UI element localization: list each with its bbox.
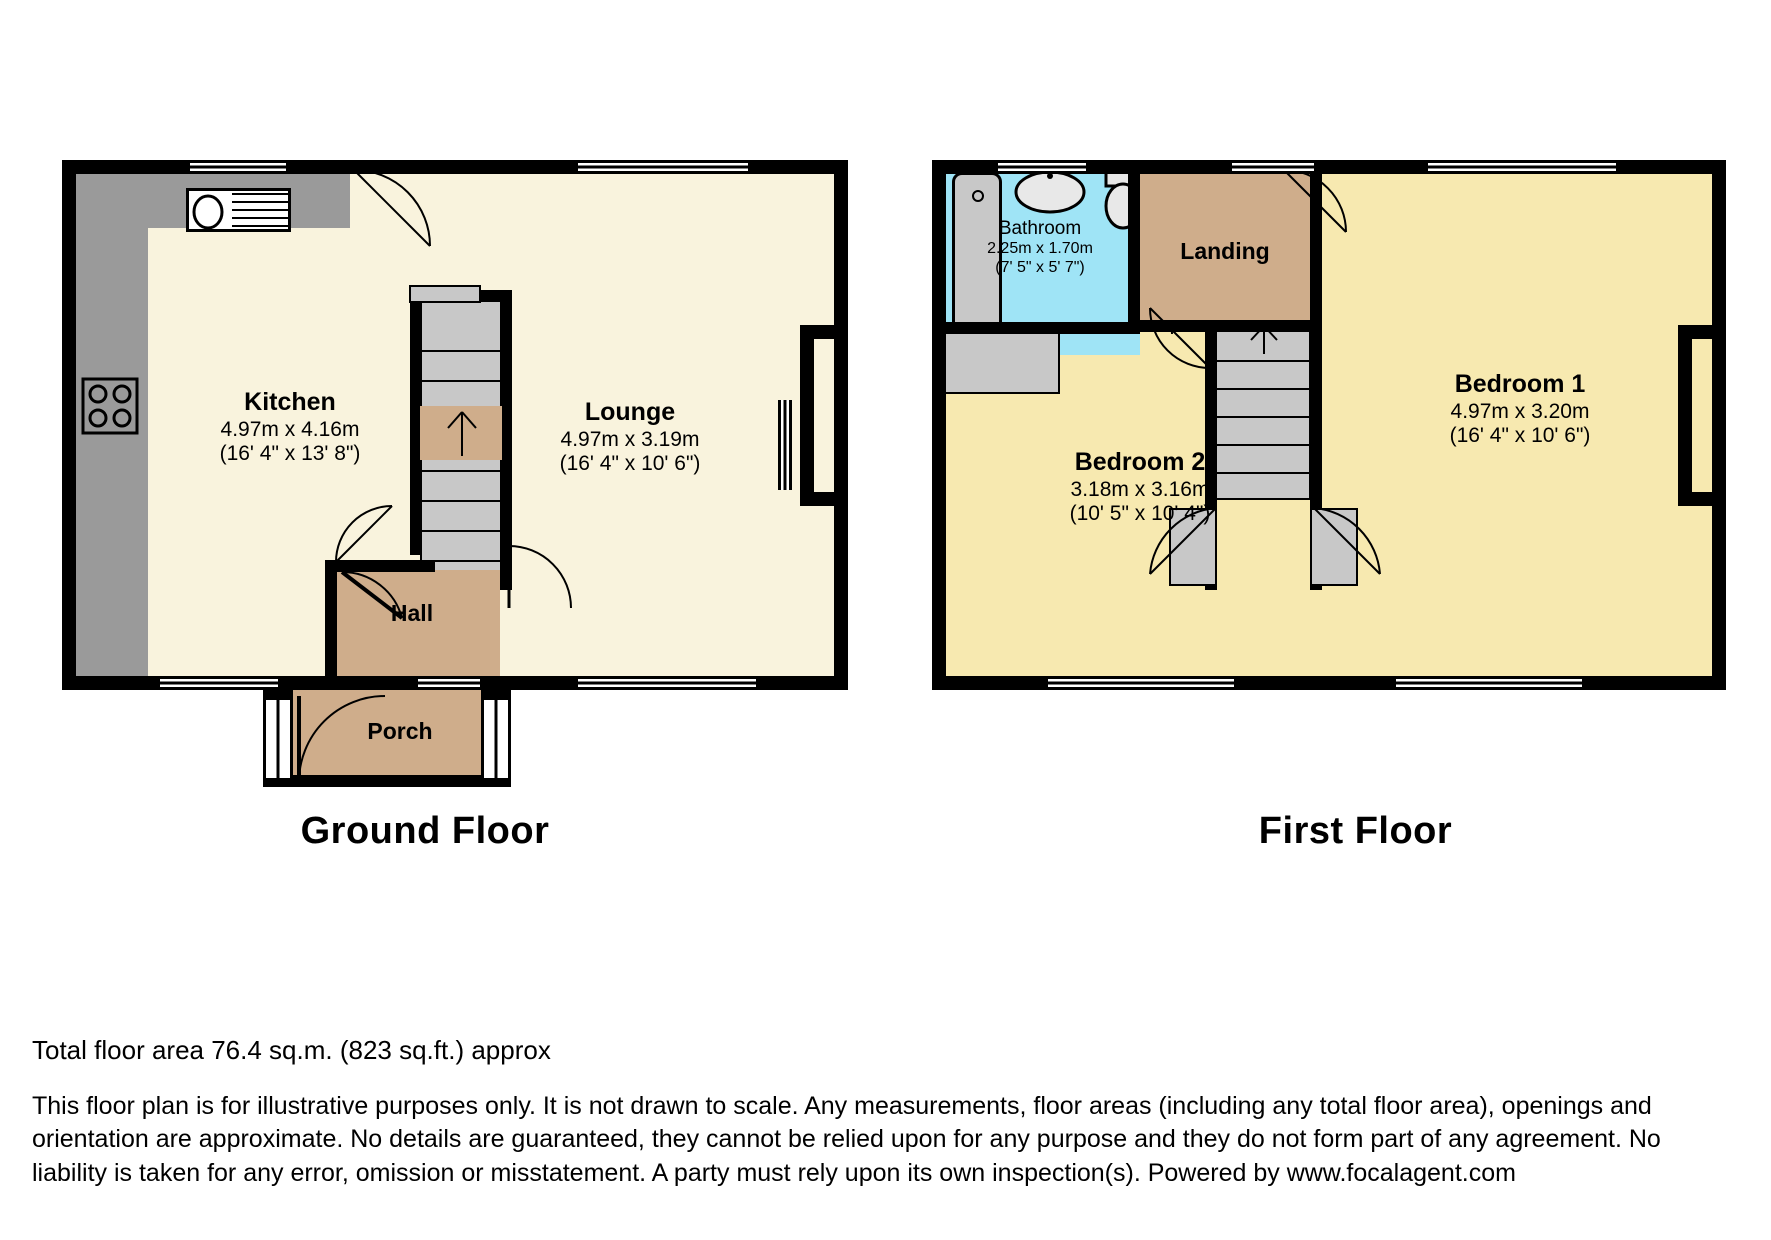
room-name-landing: Landing [1180, 238, 1270, 264]
bathroom-cupboard [940, 332, 1060, 394]
bathroom-wall-bottom [940, 322, 1140, 334]
ground-floor-title: Ground Floor [300, 810, 550, 852]
bathroom-window [998, 160, 1086, 174]
room-name-bedroom2: Bedroom 2 [1074, 448, 1206, 476]
hall-door-swing-icon [505, 540, 585, 630]
room-dim-ft-bedroom1: (16' 4" x 10' 6") [1449, 424, 1591, 448]
room-label-landing [1135, 238, 1315, 265]
kitchen-hall-door-icon [330, 500, 420, 570]
total-floor-area: Total floor area 76.4 sq.m. (823 sq.ft.) approx [32, 1035, 551, 1065]
kitchen-window-bottom [160, 676, 278, 690]
kitchen-sink-icon [186, 188, 296, 236]
room-dim-m-kitchen: 4.97m x 4.16m [220, 417, 360, 441]
bedroom1-window-top [1428, 160, 1616, 174]
lounge-window-side [778, 400, 792, 490]
room-name-lounge: Lounge [584, 398, 676, 426]
room-name-bedroom1: Bedroom 1 [1454, 370, 1586, 398]
sink-icon [1010, 166, 1090, 226]
ground-bay-recess-side [800, 325, 814, 506]
bedroom1-door2-swing-icon [1304, 500, 1400, 596]
room-label-porch [310, 718, 490, 745]
room-name-bathroom: Bathroom [998, 218, 1082, 239]
first-floor-plan [880, 0, 1771, 900]
bedroom2-window-bottom [1048, 676, 1234, 690]
room-dim-m-bedroom1: 4.97m x 3.20m [1450, 399, 1590, 423]
room-dim-ft-bedroom2: (10' 5" x 10' 4") [1069, 502, 1211, 526]
lounge-window-top [578, 160, 748, 174]
ground-wall-right [834, 160, 848, 690]
room-dim-m-bedroom2: 3.18m x 3.16m [1070, 477, 1210, 501]
first-floor-title: First Floor [1258, 810, 1453, 852]
first-wall-right [1712, 160, 1726, 690]
room-label-hall [337, 600, 487, 627]
disclaimer-text: This floor plan is for illustrative purposes only. It is not drawn to scale. Any measurements, floor areas (including any total floor area), openings and orientation are approximate. No details are guaranteed, they cannot be relied upon for any purpose and they do not form part of any agreement. No liability is taken for any error, omission or misstatement. A party must rely upon its own inspection(s). Powered by www.focalagent.com [32, 1092, 1661, 1187]
room-label-bedroom2 [990, 448, 1290, 527]
room-dim-ft-lounge: (16' 4" x 10' 6") [559, 452, 701, 476]
room-label-bathroom [940, 218, 1140, 278]
room-label-bedroom1 [1370, 370, 1670, 449]
ground-wall-left [62, 160, 76, 690]
room-label-kitchen [150, 388, 430, 467]
room-dim-m-lounge: 4.97m x 3.19m [560, 427, 700, 451]
room-name-porch: Porch [367, 718, 433, 744]
first-recess-side [1678, 325, 1692, 506]
room-name-hall: Hall [390, 600, 434, 626]
lounge-window-bottom [578, 676, 756, 690]
hall-window-bottom [418, 676, 480, 690]
kitchen-hob-icon [82, 378, 138, 434]
stair-direction-arrow-first-icon [1215, 318, 1313, 358]
ground-floor-plan [0, 0, 880, 900]
room-dim-ft-bathroom: (7' 5" x 5' 7") [995, 259, 1085, 277]
room-name-kitchen: Kitchen [244, 388, 336, 416]
room-dim-ft-kitchen: (16' 4" x 13' 8") [219, 442, 361, 466]
landing-window [1232, 160, 1314, 174]
bedroom1-door-swing-icon [1278, 166, 1358, 246]
room-label-lounge [490, 398, 770, 477]
room-dim-m-bathroom: 2.25m x 1.70m [987, 240, 1093, 258]
porch-window-left [263, 700, 293, 778]
kitchen-window-top [190, 160, 286, 174]
stair-door-top-icon [408, 284, 488, 314]
bedroom1-window-bottom [1396, 676, 1582, 690]
kitchen-door-swing-icon [350, 166, 460, 266]
footer [32, 1035, 1742, 1190]
